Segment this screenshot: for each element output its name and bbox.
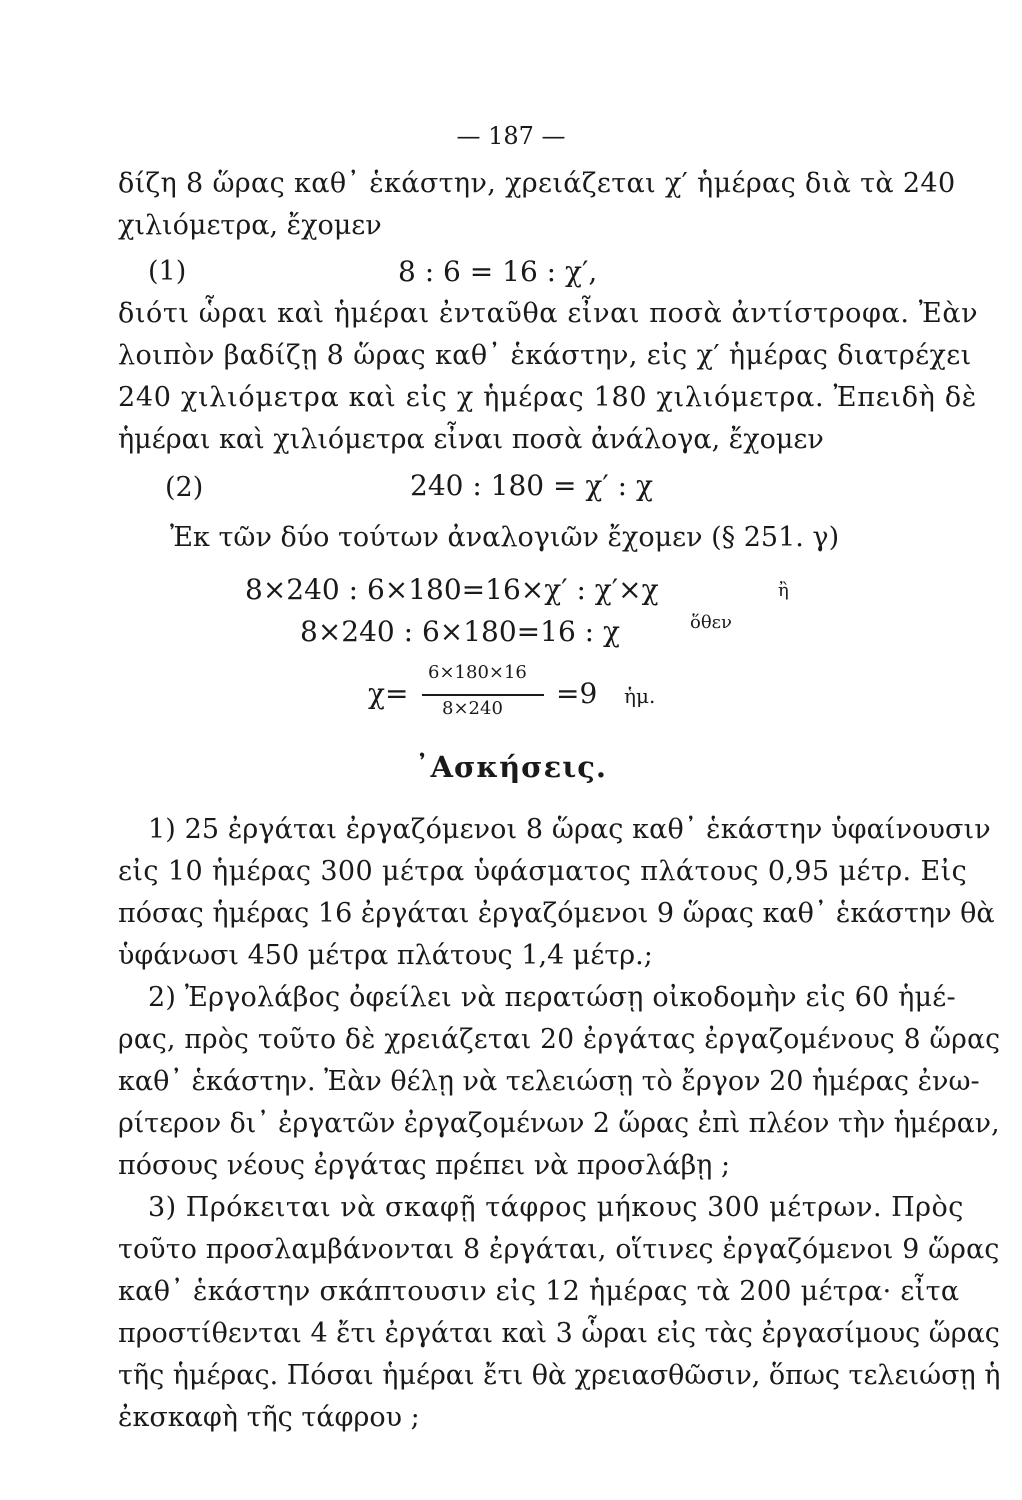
equation: 8 : 6 = 16 : χ′, (398, 255, 598, 288)
exercise-line: 3) Πρόκειται νὰ σκαφῇ τάφρος μήκους 300 μέτρων. Πρὸς (148, 1192, 964, 1223)
exercise-line: ρίτερον δι᾽ ἐργατῶν ἐργαζομένων 2 ὥρας ἐπὶ πλέον τὴν ἡμέραν, (118, 1108, 1000, 1139)
text-line: 240 χιλιόμετρα καὶ εἰς χ ἡμέρας 180 χιλιόμετρα. Ἐπειδὴ δὲ (118, 382, 977, 413)
exercise-line: πόσους νέους ἐργάτας πρέπει νὰ προσλάβῃ ; (118, 1150, 731, 1181)
text-line: Ἐκ τῶν δύο τούτων ἀναλογιῶν ἔχομεν (§ 251. γ) (170, 522, 840, 553)
fraction-numerator: 6×180×16 (428, 662, 527, 683)
exercise-line: ὑφάνωσι 450 μέτρα πλάτους 1,4 μέτρ.; (118, 940, 653, 971)
exercise-line: 1) 25 ἐργάται ἐργαζόμενοι 8 ὥρας καθ᾽ ἑκάστην ὑφαίνουσιν (148, 814, 991, 845)
unit-label: ἡμ. (624, 684, 656, 708)
exercise-line: ρας, πρὸς τοῦτο δὲ χρειάζεται 20 ἐργάτας ἐργαζομένους 8 ὥρας (118, 1024, 1001, 1055)
section-heading: ᾽Ασκήσεις. (414, 750, 607, 784)
text-line: ἡμέραι καὶ χιλιόμετρα εἶναι ποσὰ ἀνάλογα, ἔχομεν (118, 424, 824, 455)
equation-note: ὅθεν (690, 612, 732, 633)
exercise-line: προστίθενται 4 ἔτι ἐργάται καὶ 3 ὧραι εἰς τὰς ἐργασίμους ὥρας (118, 1318, 1000, 1349)
equation-label: (2) (165, 472, 204, 503)
exercise-line: ἐκσκαφὴ τῆς τάφρου ; (118, 1402, 420, 1433)
text-line: χιλιόμετρα, ἔχομεν (118, 210, 382, 241)
exercise-line: 2) Ἐργολάβος ὀφείλει νὰ περατώσῃ οἰκοδομὴν εἰς 60 ἡμέ- (148, 982, 956, 1013)
page-number: — 187 — (456, 122, 566, 150)
exercise-line: εἰς 10 ἡμέρας 300 μέτρα ὑφάσματος πλάτους 0,95 μέτρ. Εἰς (118, 856, 968, 887)
text-line: δίζη 8 ὥρας καθ᾽ ἑκάστην, χρειάζεται χ′ ἡμέρας διὰ τὰ 240 (118, 168, 956, 199)
fraction-denominator: 8×240 (442, 698, 503, 719)
equation-note: ἢ (778, 580, 789, 601)
exercise-line: τῆς ἡμέρας. Πόσαι ἡμέραι ἔτι θὰ χρειασθῶσιν, ὅπως τελειώσῃ ἡ (118, 1360, 1001, 1391)
fraction-bar (422, 694, 544, 696)
fraction-rhs: =9 (556, 677, 598, 710)
equation: 8×240 : 6×180=16 : χ (300, 615, 620, 648)
equation-label: (1) (148, 256, 187, 287)
exercise-line: καθ᾽ ἑκάστην. Ἐὰν θέλῃ νὰ τελειώσῃ τὸ ἔργον 20 ἡμέρας ἐνω- (118, 1066, 980, 1097)
equation: 240 : 180 = χ′ : χ (410, 469, 653, 502)
text-line: λοιπὸν βαδίζῃ 8 ὥρας καθ᾽ ἑκάστην, εἰς χ′ ἡμέρας διατρέχει (118, 340, 972, 371)
exercise-line: πόσας ἡμέρας 16 ἐργάται ἐργαζόμενοι 9 ὥρας καθ᾽ ἑκάστην θὰ (118, 898, 995, 929)
exercise-line: τοῦτο προσλαμβάνονται 8 ἐργάται, οἵτινες ἐργαζόμενοι 9 ὥρας (118, 1234, 1000, 1265)
text-line: διότι ὧραι καὶ ἡμέραι ἐνταῦθα εἶναι ποσὰ ἀντίστροφα. Ἐὰν (118, 298, 979, 329)
equation: 8×240 : 6×180=16×χ′ : χ′×χ (245, 573, 659, 606)
exercise-line: καθ᾽ ἑκάστην σκάπτουσιν εἰς 12 ἡμέρας τὰ 200 μέτρα· εἶτα (118, 1276, 960, 1307)
fraction-lhs: χ= (368, 677, 409, 710)
